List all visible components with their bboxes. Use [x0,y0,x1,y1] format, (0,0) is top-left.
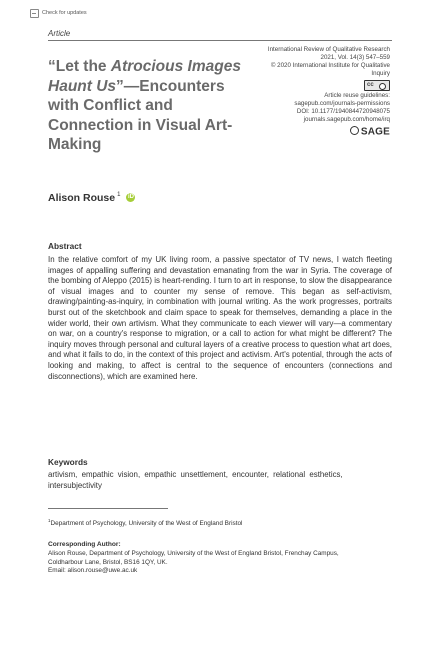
footnote-divider [48,508,168,509]
keywords-text: artivism, empathic vision, empathic unsettlement, encounter, relational esthetics, intersubjectivity [48,470,343,490]
badge-label: Check for updates [42,10,87,16]
volume-pages: 2021, Vol. 14(3) 547–559 [320,54,390,61]
sage-mark-icon [350,126,359,135]
journal-metadata [265,46,390,138]
article-type-label: Article [48,29,71,38]
update-check-icon [30,9,39,18]
author-affiliation-mark: 1 [117,192,121,198]
article-title [48,57,258,155]
copyright: © 2020 International Institute for Qualitative Inquiry [270,62,390,77]
corresponding-author-heading: Corresponding Author: [48,541,121,548]
title-part-1: “Let the [48,58,111,75]
affiliation-footnote [48,518,242,527]
corr-line-1: Alison Rouse, Department of Psychology, University of the West of England Bristol, Frenchay Campus, [48,550,339,557]
reuse-url[interactable]: sagepub.com/journals-permissions [294,100,390,107]
corresponding-author-details [48,550,392,576]
title-part-2: ”—Encounters with Conflict and Connection in Visual Art-Making [48,77,233,153]
publisher-name: SAGE [360,126,390,138]
orcid-icon[interactable]: iD [127,194,134,200]
doi[interactable]: DOI: 10.1177/1940844720948075 [296,108,390,115]
reuse-guidelines: Article reuse guidelines: [324,92,390,99]
author-name: Alison Rouse [48,192,116,204]
title-italic: Atrocious Images Haunt Us [48,58,241,95]
check-for-updates-badge[interactable] [30,8,87,18]
keywords-heading: Keywords [48,457,88,467]
author-line [48,192,135,204]
header-divider [48,40,392,41]
sage-logo [350,126,390,137]
abstract-text: In the relative comfort of my UK living room, a passive spectator of TV news, I watch fleeting images of appalling suffering and devastation emanating from the war in Syria. The coverage of the bombing of Aleppo (2015) is heart-rending. I turn to art in response, to slow the disappearance of visual images and to counter my sense of remove. This began as self-activism, drawing/painting-as-inquiry, in combination with journal writing. As the work progresses, portraits burst out of the sketchbook and claim space to speak for themselves, demanding a place in the wider world, their own artivism. What they communicate to each viewer will vary—a commentary on war, on a country's response to migration, or a call to action for what might be different? The inquiry moves through personal and cultural layers of a creative process to question what art does, and what it fails to do, in the context of this project and activism. Art's potential, through the acts of looking and making, to affect is central to the sequence of encounters (connections and disconnections), which are examined here. [48,255,392,381]
abstract-heading: Abstract [48,241,82,251]
cc-by-nc-icon [364,80,390,91]
corr-email[interactable]: Email: alison.rouse@uwe.ac.uk [48,567,138,575]
journal-homepage[interactable]: journals.sagepub.com/home/irq [303,116,390,123]
corr-line-2: Coldharbour Lane, Bristol, BS16 1QY, UK. [48,558,168,566]
footnote-mark: 1 [48,518,51,523]
footnote-text: Department of Psychology, University of the West of England Bristol [50,520,243,528]
journal-name: International Review of Qualitative Research [267,46,390,53]
